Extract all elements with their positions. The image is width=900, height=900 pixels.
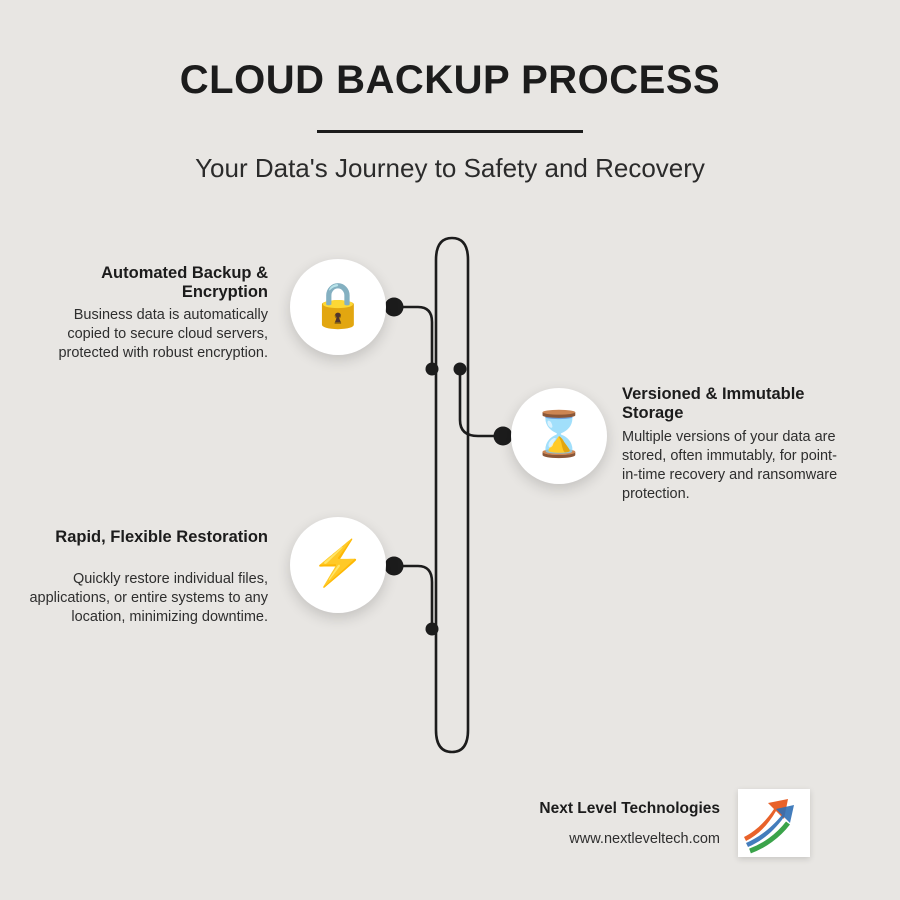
step-3-heading: Rapid, Flexible Restoration bbox=[55, 528, 268, 546]
next-level-logo-icon bbox=[738, 789, 810, 857]
step-2-heading: Versioned & Immutable Storage bbox=[622, 385, 805, 423]
step-node-1[interactable] bbox=[290, 259, 386, 355]
lightning-bolt-icon: ⚡ bbox=[310, 539, 366, 588]
company-name: Next Level Technologies bbox=[539, 800, 720, 817]
step-3-body: Quickly restore individual files, applications, or entire systems to any location, minimizing downtime. bbox=[29, 571, 268, 626]
step-1-body: Business data is automatically copied to secure cloud servers, protected with robust encryption. bbox=[58, 307, 268, 362]
page-title: CLOUD BACKUP PROCESS bbox=[179, 58, 721, 102]
page-subtitle: Your Data's Journey to Safety and Recovery bbox=[195, 153, 705, 183]
company-website: www.nextleveltech.com bbox=[569, 831, 720, 847]
step-1-heading: Automated Backup & Encryption bbox=[101, 264, 268, 302]
hourglass-icon: ⌛ bbox=[531, 410, 587, 459]
step-node-3[interactable] bbox=[290, 517, 386, 613]
step-node-2[interactable] bbox=[511, 388, 607, 484]
title-divider bbox=[317, 130, 583, 133]
lock-icon: 🔒 bbox=[310, 281, 366, 330]
step-2-body: Multiple versions of your data are stored, often immutably, for point-in-time recovery and ransomware protection. bbox=[622, 429, 838, 503]
